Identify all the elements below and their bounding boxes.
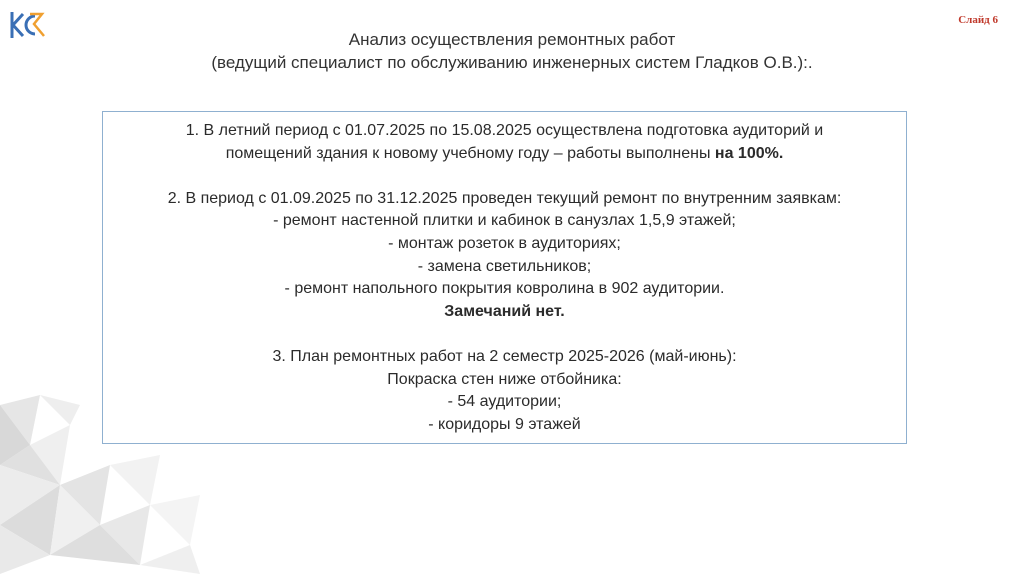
title-line-2: (ведущий специалист по обслуживанию инженерных систем Гладков О.В.):.: [211, 53, 813, 72]
low-poly-pattern-icon: [0, 395, 240, 574]
p1-line-2-text: помещений здания к новому учебному году – работы выполнены: [225, 144, 715, 162]
p3-line-1: 3. План ремонтных работ на 2 семестр 2025-2026 (май-июнь):: [272, 347, 737, 365]
p2-item-4: - ремонт напольного покрытия ковролина в 902 аудитории.: [284, 280, 725, 298]
p2-line-1: 2. В период с 01.09.2025 по 31.12.2025 проведен текущий ремонт по внутренним заявкам:: [167, 189, 842, 207]
slide-number: Слайд 6: [958, 14, 998, 26]
p2-item-2: - монтаж розеток в аудиториях;: [388, 234, 621, 252]
p1-line-1: 1. В летний период с 01.07.2025 по 15.08.2025 осуществлена подготовка аудиторий и: [185, 122, 824, 139]
p1-line-2: [103, 143, 906, 166]
p3-line-2: Покраска стен ниже отбойника:: [387, 370, 622, 388]
slide-title: [0, 28, 1024, 74]
p3-item-1: - 54 аудитории;: [447, 393, 562, 411]
p2-note: [103, 301, 906, 324]
p1-line-2-bold: на 100%.: [714, 144, 784, 162]
p2-note-text: Замечаний нет.: [444, 302, 565, 320]
title-line-1: Анализ осуществления ремонтных работ: [348, 30, 676, 49]
p3-item-2: - коридоры 9 этажей: [428, 415, 581, 433]
p2-item-1: - ремонт настенной плитки и кабинок в санузлах 1,5,9 этажей;: [273, 212, 736, 230]
p2-item-3: - замена светильников;: [417, 257, 592, 275]
